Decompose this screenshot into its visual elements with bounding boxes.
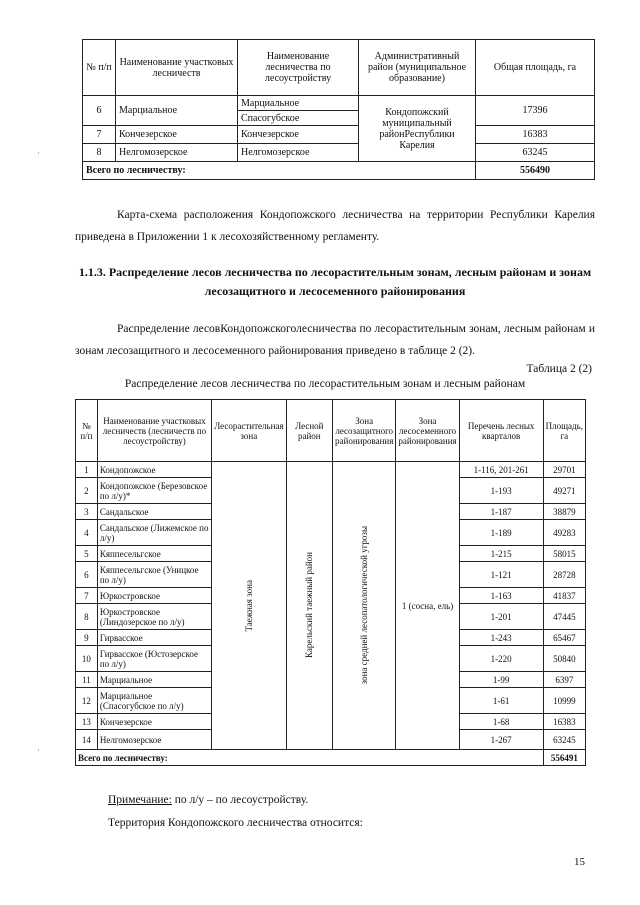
table-row: 3 Сандальское 1-187 38879 xyxy=(76,504,586,520)
t2-total-row: Всего по лесничеству: 556491 xyxy=(76,750,586,766)
t1-total-row: Всего по лесничеству: 556490 xyxy=(83,162,595,180)
table-row: 6 Марциальное Марциальное Кондопожский муниципальный районРеспублики Карелия 17396 xyxy=(83,96,595,111)
t2-header-seed: Зона лесосеменного районирования xyxy=(396,400,459,462)
territory-paragraph: Территория Кондопожского лесничества относится: xyxy=(108,817,363,829)
table-row: 1 Кондопожское Таежная зона Карельский таежный район зона средней лесопатологической угрозы 1 (сосна, ель) 1-116, 201-261 29701 xyxy=(76,462,586,478)
t2-header-protection: Зона лесозащитного районирования xyxy=(333,400,396,462)
note xyxy=(108,794,308,806)
note-text: по л/у – по лесоустройству. xyxy=(171,794,309,806)
t1-district: Кондопожский муниципальный районРеспублики Карелия xyxy=(359,96,476,162)
seed-zone: 1 (сосна, ель) xyxy=(396,462,459,750)
table-row: 5 Кяппесельгское 1-215 58015 xyxy=(76,546,586,562)
page-number: 15 xyxy=(574,856,585,868)
distribution-paragraph: Распределение лесовКондопожскоголесничества по лесорастительным зонам, лесным районам и зонам лесозащитного и лесосеменного районирования приведено в таблице 2 (2). xyxy=(75,323,595,357)
t1-header-num: № п/п xyxy=(83,40,116,96)
scan-mark: · xyxy=(37,148,40,158)
table-row: 11 Марциальное 1-99 6397 xyxy=(76,672,586,688)
forestry-table-1: № п/п Наименование участковых лесничеств Наименование лесничества по лесоустройству Административный район (муниципальное образование) Общая площадь, га 6 Марциальное Марциальное Кондопожский муниципальный районРеспублики Карелия 17396 Спасогубское 7 Кончезерское Кончезерское 16383 8 Нелгомозерское Нелгомозерское 63245 Всего по лесничеству: 556490 xyxy=(82,39,595,180)
t2-header-name: Наименование участковых лесничеств (лесничеств по лесоустройству) xyxy=(97,400,211,462)
table-row: 7 Юркостровское 1-163 41837 xyxy=(76,588,586,604)
t1-header-lu: Наименование лесничества по лесоустройству xyxy=(238,40,359,96)
table-row: 4 Сандальское (Лижемское по л/у) 1-189 49283 xyxy=(76,520,586,546)
t2-header-num: № п/п xyxy=(76,400,98,462)
table-label: Таблица 2 (2) xyxy=(526,363,592,375)
note-label: Примечание: xyxy=(108,794,172,806)
table-row: 9 Гирвасское 1-243 65467 xyxy=(76,630,586,646)
table-caption: Распределение лесов лесничества по лесорастительным зонам и лесным районам xyxy=(124,378,526,390)
t2-header-region: Лесной район xyxy=(286,400,332,462)
table-row: 2 Кондопожское (Березовское по л/у)* 1-193 49271 xyxy=(76,478,586,504)
t1-header-name: Наименование участковых лесничеств xyxy=(116,40,238,96)
t1-header-district: Административный район (муниципальное образование) xyxy=(359,40,476,96)
map-paragraph: Карта-схема расположения Кондопожского лесничества на территории Республики Карелия приведена в Приложении 1 к лесохозяйственному регламенту. xyxy=(75,209,595,243)
forest-distribution-table xyxy=(75,399,586,766)
t2-header-quarters: Перечень лесных кварталов xyxy=(459,400,543,462)
t2-header-area: Площадь, га xyxy=(543,400,585,462)
scan-mark: · xyxy=(37,745,40,755)
forest-region: Карельский таежный район xyxy=(304,552,315,659)
vegetation-zone: Таежная зона xyxy=(243,579,254,632)
table-row: 10 Гирвасское (Юстозерское по л/у) 1-220 50840 xyxy=(76,646,586,672)
t1-header-area: Общая площадь, га xyxy=(476,40,595,96)
table-row: 7 Кончезерское Кончезерское 16383 xyxy=(83,126,595,144)
table-row: 8 Юркостровское (Линдозерское по л/у) 1-201 47445 xyxy=(76,604,586,630)
table-row: 14 Нелгомозерское 1-267 63245 xyxy=(76,730,586,750)
section-heading: 1.1.3. Распределение лесов лесничества по лесорастительным зонам, лесным районам и зонам лесозащитного и лесосеменного районирования xyxy=(78,265,592,298)
t2-header-zone: Лесорастительная зона xyxy=(212,400,286,462)
table-row: 13 Кончезерское 1-68 16383 xyxy=(76,714,586,730)
table-row: 12 Марциальное (Спасогубское по л/у) 1-61 10999 xyxy=(76,688,586,714)
protection-zone: зона средней лесопатологической угрозы xyxy=(359,526,370,685)
table-row: 8 Нелгомозерское Нелгомозерское 63245 xyxy=(83,144,595,162)
table-row: 6 Кяппесельгское (Уницкое по л/у) 1-121 28728 xyxy=(76,562,586,588)
